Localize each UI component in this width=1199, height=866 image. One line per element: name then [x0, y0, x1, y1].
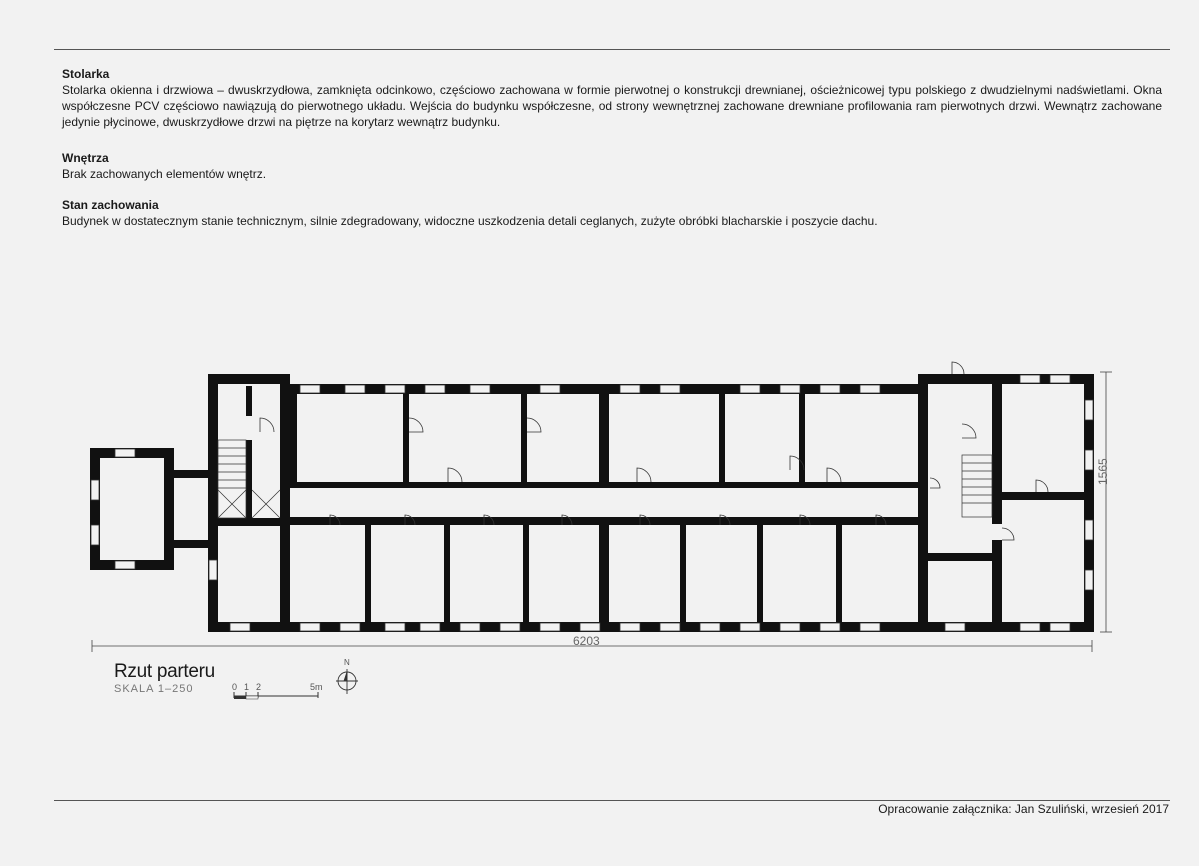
dimension-height: 1565 [1096, 458, 1110, 485]
section-body: Brak zachowanych elementów wnętrz. [62, 167, 267, 181]
plan-title: Rzut parteru [114, 661, 215, 682]
scale-bar [232, 682, 322, 702]
section-heading: Wnętrza [62, 151, 109, 165]
section-body: Stolarka okienna i drzwiowa – dwuskrzydłowa, zamknięta odcinkowo, częściowo zachowana w formie pierwotnej o konstrukcji drewnianej, ościeżnicowej typu polskiego z dwudzielnymi nadświetlami. Okna współczesne PCV częściowo nawiązują do pierwotnego układu. Wejścia do budynku współczesne, od strony wewnętrznej zachowane drewniane profilowania ram pierwotnych drzwi. Wewnątrz zachowane jedynie płycinowe, dwuskrzydłowe drzwi na piętrze na korytarz wewnątrz budynku. [62, 83, 1162, 129]
scale-label-1: 1 [244, 682, 250, 692]
footer-credit: Opracowanie załącznika: Jan Szuliński, wrzesień 2017 [878, 802, 1169, 816]
section-body: Budynek w dostatecznym stanie technicznym, silnie zdegradowany, widoczne uszkodzenia detali ceglanych, zużyte obróbki blacharskie i poszycie dachu. [62, 214, 878, 228]
north-label: N [344, 658, 350, 667]
section-heading: Stan zachowania [62, 198, 159, 212]
scale-label-2: 2 [256, 682, 262, 692]
scale-label-5m: 5m [310, 682, 323, 692]
section-heading: Stolarka [62, 67, 110, 81]
scale-label-0: 0 [232, 682, 238, 692]
plan-scale: SKALA 1–250 [114, 683, 194, 695]
north-arrow-icon [336, 669, 358, 694]
bottom-divider [54, 800, 1170, 801]
dimension-width: 6203 [573, 634, 600, 648]
